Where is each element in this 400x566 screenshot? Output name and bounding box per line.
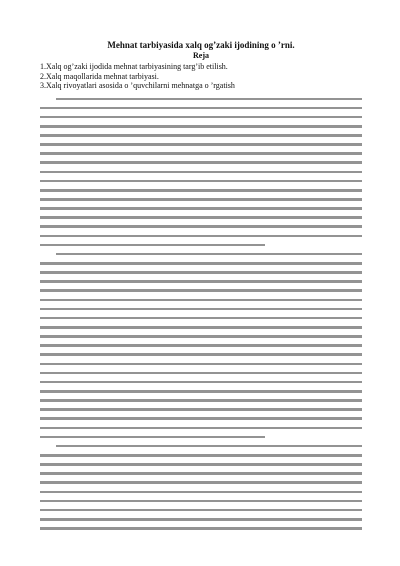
text-line-placeholder [40, 216, 362, 219]
text-line-placeholder [40, 436, 265, 439]
text-line-placeholder [40, 143, 362, 146]
text-line-placeholder [40, 527, 362, 530]
plan-item-1: 1.Xalq og’zaki ijodida mehnat tarbiyasining targ’ib etilish. [40, 62, 228, 71]
text-line-placeholder [40, 417, 362, 420]
plan-item-2: 2.Xalq maqollarida mehnat tarbiyasi. [40, 71, 159, 81]
text-line-placeholder [40, 225, 362, 228]
text-line-placeholder [40, 427, 362, 430]
text-line-placeholder [40, 353, 362, 356]
text-line-placeholder [40, 518, 362, 521]
text-line-placeholder [40, 335, 362, 338]
text-line-placeholder [40, 235, 362, 238]
text-line-placeholder [40, 299, 362, 302]
document-title: Mehnat tarbiyasida xalq og’zaki ijodining o ’rni. [107, 40, 295, 50]
text-line-placeholder [40, 500, 362, 503]
text-line-placeholder [40, 171, 362, 174]
text-line-placeholder [40, 399, 362, 402]
text-line-placeholder [56, 98, 362, 101]
text-line-placeholder [56, 253, 362, 256]
text-line-placeholder [40, 491, 362, 494]
text-line-placeholder [40, 317, 362, 320]
text-line-placeholder [40, 116, 362, 119]
text-line-placeholder [40, 509, 362, 512]
plan-item-3: 3.Xalq rivoyatlari asosida o ’quvchilarni mehnatga o ’rgatish [40, 81, 235, 90]
text-line-placeholder [40, 125, 362, 128]
text-line-placeholder [40, 262, 362, 265]
text-line-placeholder [40, 271, 362, 274]
text-line-placeholder [40, 280, 362, 283]
text-line-placeholder [40, 207, 362, 210]
plan-list [40, 62, 362, 91]
text-line-placeholder [40, 107, 362, 110]
text-line-placeholder [56, 445, 362, 448]
text-line-placeholder [40, 308, 362, 311]
text-line-placeholder [40, 344, 362, 347]
text-line-placeholder [40, 152, 362, 155]
text-line-placeholder [40, 454, 362, 457]
plan-heading: Reja [193, 51, 209, 60]
text-line-placeholder [40, 289, 362, 292]
text-line-placeholder [40, 198, 362, 201]
text-line-placeholder [40, 390, 362, 393]
text-line-placeholder [40, 180, 362, 183]
text-line-placeholder [40, 161, 362, 164]
body-text-block [40, 98, 362, 530]
text-line-placeholder [40, 472, 362, 475]
text-line-placeholder [40, 189, 362, 192]
text-line-placeholder [40, 363, 362, 366]
text-line-placeholder [40, 481, 362, 484]
text-line-placeholder [40, 372, 362, 375]
text-line-placeholder [40, 381, 362, 384]
text-line-placeholder [40, 408, 362, 411]
text-line-placeholder [40, 134, 362, 137]
text-line-placeholder [40, 244, 265, 247]
text-line-placeholder [40, 463, 362, 466]
text-line-placeholder [40, 326, 362, 329]
